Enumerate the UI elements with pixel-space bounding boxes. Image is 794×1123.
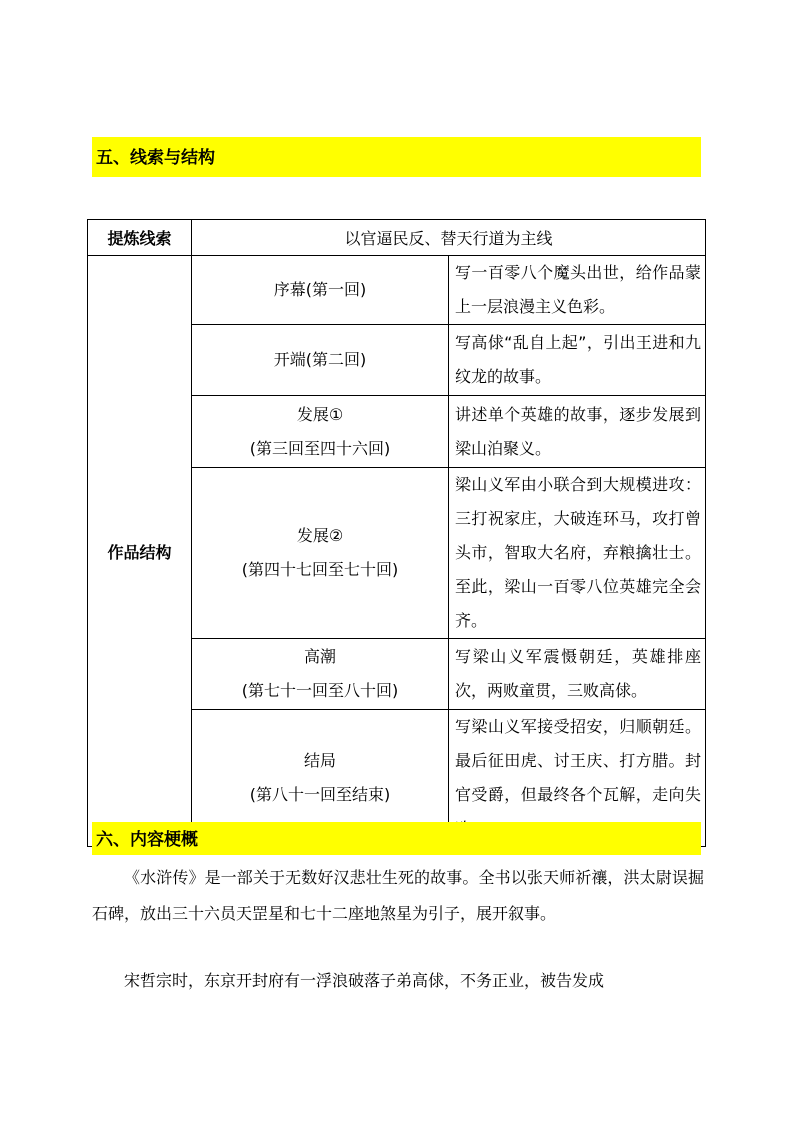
stage-description: 写梁山义军震慑朝廷，英雄排座次，两败童贯，三败高俅。 (449, 639, 706, 710)
stage-description: 写一百零八个魔头出世，给作品蒙上一层浪漫主义色彩。 (449, 256, 706, 325)
summary-paragraph: 《水浒传》是一部关于无数好汉悲壮生死的故事。全书以张天师祈禳，洪太尉误掘石碑，放出三十六员天罡星和七十二座地煞星为引子，展开叙事。 (92, 868, 704, 923)
stage-range: (第三回至四十六回) (249, 438, 391, 458)
table-row (88, 256, 706, 325)
stage-description: 梁山义军由小联合到大规模进攻：三打祝家庄，大破连环马，攻打曾头市，智取大名府，弃粮擒壮士。至此，梁山一百零八位英雄完全会齐。 (449, 468, 706, 639)
clue-label: 提炼线索 (88, 220, 192, 256)
stage-name: 高潮 (303, 647, 336, 666)
stage-cell (192, 396, 449, 468)
stage-range: (第四十七回至七十回) (241, 560, 399, 579)
stage-description: 写高俅“乱自上起”，引出王进和九纹龙的故事。 (449, 325, 706, 396)
summary-paragraph: 宋哲宗时，东京开封府有一浮浪破落子弟高俅，不务正业，被告发成 (124, 971, 605, 990)
stage-name: 发展② (296, 526, 344, 545)
stage-name: 结局 (303, 751, 336, 770)
section-heading-content-summary: 六、内容梗概 (92, 822, 701, 855)
stage-cell (192, 639, 449, 710)
stage-description: 讲述单个英雄的故事，逐步发展到梁山泊聚义。 (449, 396, 706, 468)
clue-value: 以官逼民反、替天行道为主线 (192, 220, 706, 256)
stage-name: 发展① (296, 404, 344, 424)
stage-name: 开端(第二回) (273, 350, 367, 369)
stage-range: (第八十一回至结束) (249, 785, 391, 804)
section-heading-clue-structure: 五、线索与结构 (92, 137, 701, 177)
stage-cell (192, 256, 449, 325)
stage-cell (192, 468, 449, 639)
clue-structure-table (87, 219, 706, 847)
structure-label: 作品结构 (88, 256, 192, 847)
stage-range: (第七十一回至八十回) (241, 681, 399, 700)
stage-cell (192, 325, 449, 396)
table-row (88, 220, 706, 256)
stage-name: 序幕(第一回) (273, 280, 367, 299)
stage-description: 写梁山义军接受招安，归顺朝廷。最后征田虎、讨王庆、打方腊。封官受爵，但最终各个瓦解，走向失 (449, 710, 706, 847)
